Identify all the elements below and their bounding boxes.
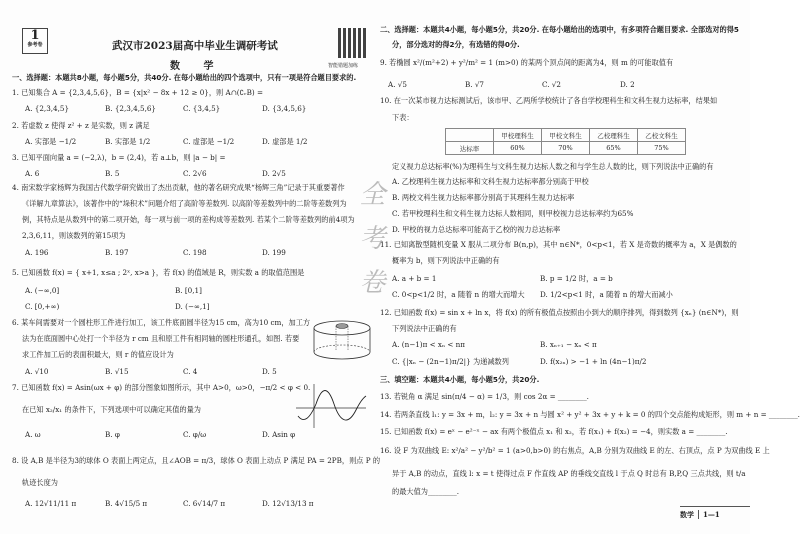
q12-option-c: C. {|xₙ − (2n−1)π/2|} 为递减数列 [392, 357, 509, 366]
q3-option-b: B. 5 [105, 169, 120, 178]
footer-subject: 数学 [680, 510, 694, 519]
q5-stem: 5. 已知函数 f(x) = { x+1, x≤a ; 2ˣ, x>a }，若 f(x) 的值域是 R，则实数 a 的取值范围是 [12, 268, 305, 277]
q2-option-a: A. 实部是 −1/2 [25, 137, 77, 146]
cylinder-figure [312, 318, 372, 363]
q4-option-a: A. 196 [25, 248, 49, 257]
q12-option-b: B. xₙ₊₁ − xₙ < π [540, 340, 597, 349]
q1-option-b: B. {2,3,4,5,6} [105, 104, 157, 113]
q4-line: 2,3,6,11，则该数列的第15项为 [22, 231, 126, 240]
q9-option-c: C. √2 [542, 80, 561, 89]
q3-option-d: D. 2√5 [262, 169, 286, 178]
q4-option-b: B. 197 [105, 248, 129, 257]
q2-option-b: B. 实部是 1/2 [105, 137, 151, 146]
q10-option-b: B. 两校文科生视力达标率都分别高于其理科生视力达标率 [392, 193, 575, 202]
exam-title: 武汉市2023届高中毕业生调研考试 [112, 40, 278, 52]
paper-number-badge [22, 28, 48, 54]
q1-stem: 1. 已知集合 A = {2,3,4,5,6}，B = {x|x² − 8x + 12 ≥ 0}，则 A∩(∁ᵣB) = [12, 88, 263, 97]
q9-option-a: A. √5 [388, 80, 407, 89]
q7-line: 在已知 x₂/x₁ 的条件下，下列选项中可以确定其值的量为 [22, 405, 201, 414]
q5-option-d: D. (−∞,1] [175, 302, 210, 311]
q6-option-c: C. 4 [183, 367, 198, 376]
q6-line: 6. 某车间需要对一个圆柱形工件进行加工，该工件底面圆半径为15 cm，高为10 cm，加工方 [12, 318, 311, 327]
q12-option-a: A. (n−1)π < xₙ < nπ [392, 340, 466, 349]
subject-title: 数 学 [170, 61, 224, 72]
q7-option-c: C. φ/ω [183, 430, 207, 439]
q8-option-d: D. 12√13/13 π [262, 499, 314, 508]
table-cell: 达标率 [446, 142, 494, 155]
table-header: 乙校文科生 [638, 129, 686, 142]
q7-option-d: D. Asin φ [262, 430, 296, 439]
q1-option-c: C. {3,4,5} [183, 104, 221, 113]
q6-option-b: B. √15 [105, 367, 129, 376]
table-cell: 60% [494, 142, 542, 155]
table-row [446, 142, 686, 155]
q1-option-d: D. {3,4,5,6} [262, 104, 307, 113]
table-cell: 75% [638, 142, 686, 155]
q6-line: 求工件加工后的表面积最大，则 r 的值应设计为 [22, 350, 174, 359]
sine-graph-figure [296, 382, 368, 430]
table-header: 乙校理科生 [590, 129, 638, 142]
table-header: 甲校文科生 [542, 129, 590, 142]
q3-option-c: C. 2√6 [183, 169, 207, 178]
q16-line: 的最大值为________. [392, 487, 459, 496]
q9-stem: 9. 若椭圆 x²/(m²+2) + y²/m² = 1 (m>0) 的某两个顶点间的距离为4，则 m 的可能取值有 [380, 58, 674, 67]
q6-line: 法为在底面圆中心处打一个半径为 r cm 且和原工件有相同轴的圆柱形通孔，如图. 若要 [22, 334, 300, 343]
q11-option-d: D. 1/2<p<1 时，a 随着 n 的增大而减小 [540, 290, 673, 299]
q11-line: 11. 已知离散型随机变量 X 服从二项分布 B(n,p)，其中 n∈N*，0<p<1，若 X 是奇数的概率为 a，X 是偶数的 [380, 240, 737, 249]
q7-line: 7. 已知函数 f(x) = Asin(ωx + φ) 的部分图象如图所示，其中 A>0，ω>0，−π/2 < φ < 0. [12, 383, 311, 392]
q10-line: 10. 在一次某市视力达标测试后，该市甲、乙两所学校统计了各自学校理科生和文科生视力达标率，结果如 [380, 96, 718, 105]
section-2-heading-cont: 分，部分选对的得2分，有选错的得0分. [392, 40, 520, 49]
q5-option-c: C. [0,+∞) [25, 302, 60, 311]
qr-code-icon [338, 28, 368, 58]
q11-option-c: C. 0<p<1/2 时，a 随着 n 的增大而增大 [392, 290, 525, 299]
q6-option-a: A. √10 [25, 367, 49, 376]
q8-option-c: C. 6√14/7 π [183, 499, 226, 508]
footer-page-number: 1—1 [698, 510, 720, 519]
section-1-heading: 一、选择题：本题共8小题，每小题5分，共40分. 在每小题给出的四个选项中，只有一项是符合题目要求的. [12, 73, 357, 82]
q3-stem: 3. 已知平面向量 a = (−2,λ)，b = (2,4)，若 a⊥b，则 |a − b| = [12, 153, 226, 162]
q6-option-d: D. 5 [262, 367, 277, 376]
table-header-row [446, 129, 686, 142]
q4-line: 例，其特点是从数列中的第二项开始，每一项与前一项的差构成等差数列. 若某个二阶等差数列的前4项为 [22, 215, 355, 224]
q8-line: 8. 设 A,B 是半径为3的球体 O 表面上两定点，且∠AOB = π/3，球体 O 表面上动点 P 满足 PA = 2PB，则点 P 的 [12, 456, 381, 465]
q8-option-a: A. 12√11/11 π [25, 499, 77, 508]
section-2-heading: 二、选择题：本题共4小题，每小题5分，共20分. 在每小题给出的选项中，有多项符合题目要求. 全部选对的得5 [380, 25, 739, 34]
badge-number: 1 [30, 28, 40, 43]
q15-stem: 15. 已知函数 f(x) = eˣ − e²⁻ˣ − ax 有两个极值点 x₁ 和 x₂，若 f(x₁) + f(x₂) = −4，则实数 a = ________. [380, 427, 728, 436]
q16-line: 16. 设 F 为双曲线 E: x²/a² − y²/b² = 1 (a>0,b>0) 的右焦点，A,B 分别为双曲线 E 的左、右顶点，点 P 为双曲线 E 上 [380, 446, 770, 455]
table-header: 甲校理科生 [494, 129, 542, 142]
qr-caption: 智能错题加练 [328, 63, 359, 69]
watermark: 全考卷 [355, 180, 385, 312]
q1-option-a: A. {2,3,4,5} [25, 104, 70, 113]
q8-option-b: B. 4√15/5 π [105, 499, 148, 508]
table-cell: 70% [542, 142, 590, 155]
q2-stem: 2. 若虚数 z 使得 z² + z 是实数，则 z 满足 [12, 121, 150, 130]
q9-option-d: D. 2 [620, 80, 635, 89]
q2-option-d: D. 虚部是 1/2 [262, 137, 308, 146]
q11-option-b: B. p = 1/2 时，a = b [540, 274, 613, 283]
q10-option-a: A. 乙校理科生视力达标率和文科生视力达标率都分别高于甲校 [392, 177, 589, 186]
table-header [446, 129, 494, 142]
q3-option-a: A. 6 [25, 169, 40, 178]
q12-line: 12. 已知函数 f(x) = sin x + ln x，将 f(x) 的所有极值点按照由小到大的顺序排列，得到数列 {xₙ} (n∈N*)，则 [380, 308, 739, 317]
q4-line: 《详解九章算法》，该著作中的“垛积术”问题介绍了高阶等差数列. 以高阶等差数列中的二阶等差数列为 [22, 199, 347, 208]
q2-option-c: C. 虚部是 −1/2 [183, 137, 235, 146]
vision-rate-table [445, 128, 686, 155]
q4-option-c: C. 198 [183, 248, 207, 257]
q12-option-d: D. f(x₂ₙ) > −1 + ln (4n−1)π/2 [540, 357, 647, 366]
q10-line: 定义视力总达标率(%)为理科生与文科生视力达标人数之和与学生总人数的比，则下列说法中正确的有 [392, 162, 714, 171]
q9-option-b: B. √7 [465, 80, 485, 89]
q14-stem: 14. 若两条直线 l₁: y = 3x + m，l₂: y = 3x + n 与圆 x² + y² + 3x + y + k = 0 的四个交点能构成矩形，则 m + n = ________. [380, 410, 800, 419]
q10-line: 下表： [392, 113, 414, 122]
page-footer [680, 506, 750, 520]
q4-option-d: D. 199 [262, 248, 286, 257]
q11-option-a: A. a + b = 1 [392, 274, 437, 283]
q5-option-a: A. (−∞,0] [25, 286, 60, 295]
q8-line: 轨迹长度为 [22, 478, 58, 487]
section-3-heading: 三、填空题：本题共4小题，每小题5分，共20分. [380, 375, 540, 384]
q10-option-c: C. 若甲校理科生和文科生视力达标人数相同，则甲校视力总达标率约为65% [392, 209, 634, 218]
q4-line: 4. 南宋数学家杨辉为我国古代数学研究做出了杰出贡献，他的著名研究成果“杨辉三角”记录于其重要著作 [12, 183, 345, 192]
q7-option-a: A. ω [25, 430, 41, 439]
q10-option-d: D. 甲校的视力总达标率可能高于乙校的视力总达标率 [392, 225, 561, 234]
q5-option-b: B. [0,1] [175, 286, 202, 295]
q12-line: 下列说法中正确的有 [392, 324, 457, 333]
q13-stem: 13. 若锐角 α 满足 sin(π/4 − α) = 1/3，则 cos 2α = ________. [380, 392, 589, 401]
table-cell: 65% [590, 142, 638, 155]
q11-line: 概率为 b，则下列说法中正确的有 [392, 256, 500, 265]
badge-text: 参考卷 [27, 42, 43, 48]
q16-line: 异于 A,B 的动点，直线 l: x = t 使得过点 F 作直线 AP 的垂线交直线 l 于点 Q 时总有 B,P,Q 三点共线，则 t/a [392, 469, 746, 478]
q7-option-b: B. φ [105, 430, 120, 439]
